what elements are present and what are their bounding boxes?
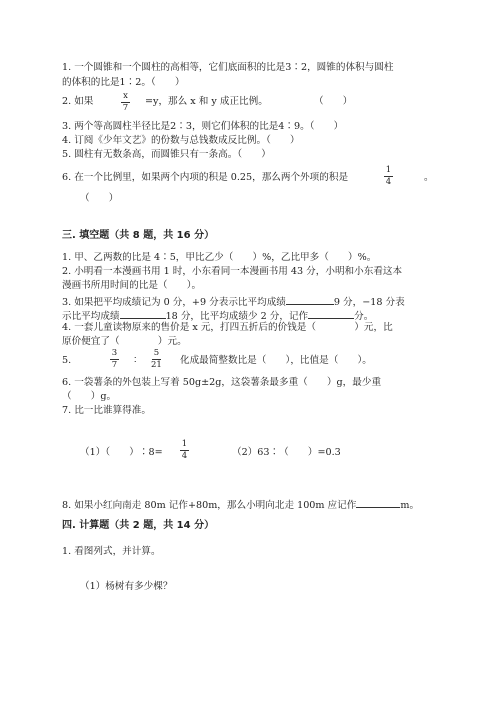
fill-q1: 1. 甲、乙两数的比是 4∶5，甲比乙少（ ）%，乙比甲多（ ）%。 [62, 252, 377, 263]
fraction-numerator: 5 [153, 348, 160, 358]
judge-q1-line1: 1. 一个圆锥和一个圆柱的高相等，它们底面积的比是3∶2，圆锥的体积与圆柱 [62, 62, 394, 73]
fraction-denominator: 21 [151, 360, 162, 370]
fraction-denominator: 7 [111, 360, 118, 370]
fill-q4-line1: 4. 一套儿童读物原来的售价是 x 元，打四五折后的价钱是（ ）元，比 [62, 322, 393, 333]
answer-blank [356, 497, 400, 508]
fill-q7-item1: （1）（ ）∶8= [80, 447, 163, 458]
judge-q5: 5. 圆柱有无数条高，而圆锥只有一条高。（ ） [62, 149, 271, 160]
fill-q5-prefix: 5. [62, 355, 72, 366]
judge-q2-text: =y，那么 x 和 y 成正比例。 [145, 96, 268, 107]
section-title-fill: 三. 填空题（共 8 题，共 16 分） [62, 230, 215, 241]
fraction-numerator: 1 [181, 439, 188, 449]
fraction-denominator: 4 [385, 177, 392, 187]
fill-q2-line1: 2. 小明看一本漫画书用 1 时，小东看同一本漫画书用 43 分，小明和小东看这本 [62, 266, 403, 277]
fill-q7: 7. 比一比谁算得准。 [62, 405, 151, 416]
answer-blank [308, 308, 354, 319]
fraction-numerator: 3 [111, 348, 118, 358]
judge-q1-line2: 的体积的比是1∶2。（ ） [62, 77, 185, 88]
judge-q6-fraction [384, 166, 393, 187]
calc-q1-sub1: （1）杨树有多少棵？ [80, 581, 173, 592]
fraction-numerator: 1 [385, 165, 392, 175]
judge-q2-answer: （ ） [314, 96, 353, 107]
fill-q7-item2: （2）63∶（ ）=0.3 [232, 447, 341, 458]
fill-q7-fraction [180, 440, 189, 461]
fill-q2-line2: 漫画书所用时间的比是（ ）。 [62, 280, 202, 291]
fraction-numerator: x [123, 91, 128, 101]
judge-q6-text: 6. 在一个比例里，如果两个内项的积是 0.25，那么两个外项的积是 [62, 172, 349, 183]
judge-q3: 3. 两个等高圆柱半径比是2∶3，则它们体积的比是4∶9。（ ） [62, 121, 344, 132]
fill-q5-fraction-1 [110, 349, 119, 370]
fill-q6-line1: 6. 一袋薯条的外包装上写着 50g±2g，这袋薯条最多重（ ）g，最少重 [62, 377, 382, 388]
judge-q6-answer: （ ） [80, 193, 119, 204]
fraction-denominator: 4 [181, 451, 188, 461]
judge-q4: 4. 订阅《少年文艺》的份数与总钱数成反比例。（ ） [62, 135, 300, 146]
fill-q5-colon: ∶ [134, 355, 137, 366]
judge-q2-prefix: 2. 如果 [62, 96, 94, 107]
calc-q1: 1. 看图列式，并计算。 [62, 546, 161, 557]
fill-q4-line2: 原价便宜了（ ）元。 [62, 336, 187, 347]
answer-blank [120, 308, 166, 319]
fill-q5-fraction-2 [151, 349, 162, 370]
section-title-calc: 四. 计算题（共 2 题，共 14 分） [62, 520, 215, 531]
fill-q3-line2: 示比平均成绩 18 分，比平均成绩少 2 分，记作 分。 [62, 308, 373, 323]
fill-q6-line2: （ ）g。 [62, 391, 117, 402]
judge-q2-fraction [121, 92, 130, 113]
answer-blank [286, 294, 334, 305]
fill-q3-line1: 3. 如果把平均成绩记为 0 分，+9 分表示比平均成绩 9 分，−18 分表 [62, 294, 405, 309]
fill-q5-text: 化成最简整数比是（ ），比值是（ ）。 [180, 355, 372, 366]
judge-q6-period: 。 [424, 172, 434, 183]
fill-q8: 8. 如果小红向南走 80m 记作+80m，那么小明向北走 100m 应记作 m。 [62, 497, 419, 512]
fraction-denominator: 7 [122, 103, 129, 113]
